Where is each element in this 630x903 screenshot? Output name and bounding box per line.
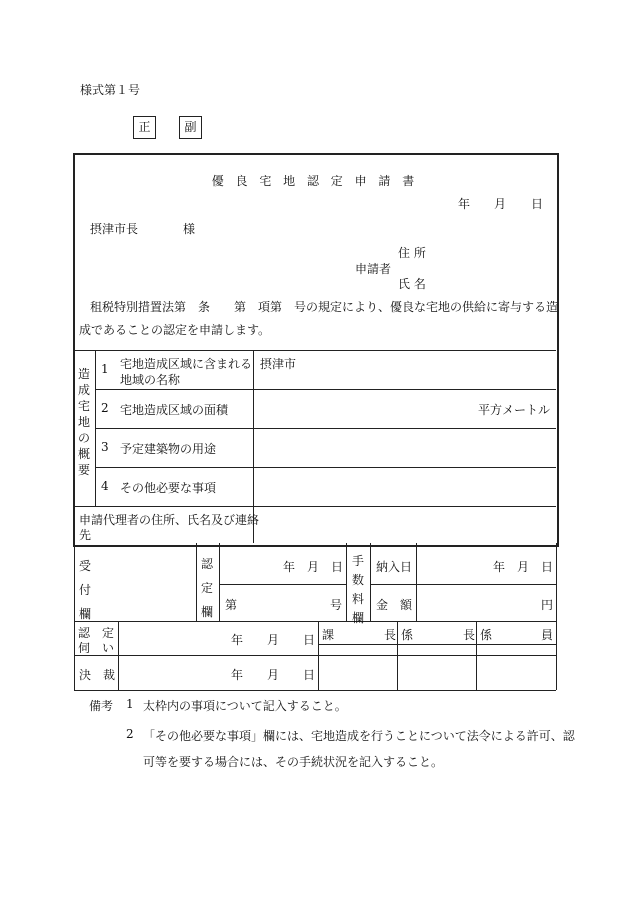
stamp-header-ka-cho: 長 — [384, 628, 397, 642]
row-1-label-line2: 地域の名称 — [120, 373, 181, 387]
overview-side-label: 造成宅地の概要 — [77, 367, 90, 477]
addressee: 摂津市長 — [90, 222, 139, 236]
payment-date-label: 納入日 — [376, 560, 413, 574]
stamp-header-kakari: 係 — [401, 628, 414, 642]
approval-number-suffix: 号 — [330, 598, 343, 612]
date-month-label: 月 — [494, 197, 507, 211]
amount-unit: 円 — [541, 598, 554, 612]
row-3-label: 予定建築物の用途 — [120, 442, 217, 456]
approval-date: 年 月 日 — [283, 560, 344, 574]
date-year-label: 年 — [458, 197, 471, 211]
row-4-number: 4 — [101, 479, 109, 493]
agent-label-line2: 先 — [79, 528, 92, 542]
stamp-header-in: 員 — [541, 628, 554, 642]
note-2-number: 2 — [126, 727, 134, 741]
row-2-value: 平方メートル — [477, 403, 550, 417]
decision-label: 決 裁 — [79, 668, 116, 682]
inquiry-label-line2: 伺 い — [78, 641, 115, 655]
statement-line-2: 成であることの認定を申請します。 — [79, 323, 271, 337]
original-copy-mark: 正 — [133, 116, 156, 139]
payment-date: 年 月 日 — [493, 560, 554, 574]
inquiry-date: 年 月 日 — [231, 633, 316, 647]
row-1-number: 1 — [101, 362, 109, 376]
stamp-header-kakari-cho: 長 — [463, 628, 476, 642]
applicant-name-label: 氏 名 — [398, 277, 426, 291]
note-2-line2: 可等を要する場合には、その手続状況を記入すること。 — [143, 755, 444, 769]
inquiry-label-line1: 認 定 — [78, 626, 115, 640]
stamp-header-ka: 課 — [322, 628, 335, 642]
row-1-label-line1: 宅地造成区域に含まれる — [120, 357, 253, 371]
row-2-number: 2 — [101, 401, 109, 415]
row-1-value: 摂津市 — [260, 357, 297, 371]
approval-label: 認定欄 — [200, 557, 213, 619]
receipt-label: 受付欄 — [78, 559, 91, 621]
form-number: 様式第１号 — [80, 83, 141, 97]
stamp-header-kakari-staff: 係 — [480, 628, 493, 642]
row-3-number: 3 — [101, 440, 109, 454]
amount-label: 金 額 — [376, 598, 413, 612]
duplicate-copy-mark: 副 — [179, 116, 202, 139]
note-1-number: 1 — [126, 697, 134, 711]
date-day-label: 日 — [531, 197, 544, 211]
notes-heading: 備考 — [89, 699, 114, 713]
note-1-text: 太枠内の事項について記入すること。 — [143, 699, 347, 713]
statement-line-1: 租税特別措置法第 条 第 項第 号の規定により、優良な宅地の供給に寄与する造 — [90, 300, 559, 314]
applicant-label: 申請者 — [355, 262, 392, 276]
addressee-honorific: 様 — [183, 222, 196, 236]
approval-number-prefix: 第 — [225, 598, 238, 612]
row-2-label: 宅地造成区域の面積 — [120, 403, 229, 417]
note-2-line1: 「その他必要な事項」欄には、宅地造成を行うことについて法令による許可、認 — [143, 729, 575, 743]
applicant-address-label: 住 所 — [398, 246, 426, 260]
agent-label-line1: 申請代理者の住所、氏名及び連絡 — [79, 513, 260, 527]
form-title: 優 良 宅 地 認 定 申 請 書 — [211, 174, 419, 188]
decision-date: 年 月 日 — [231, 668, 316, 682]
row-4-label: その他必要な事項 — [120, 481, 217, 495]
fee-label: 手数料欄 — [351, 554, 364, 625]
